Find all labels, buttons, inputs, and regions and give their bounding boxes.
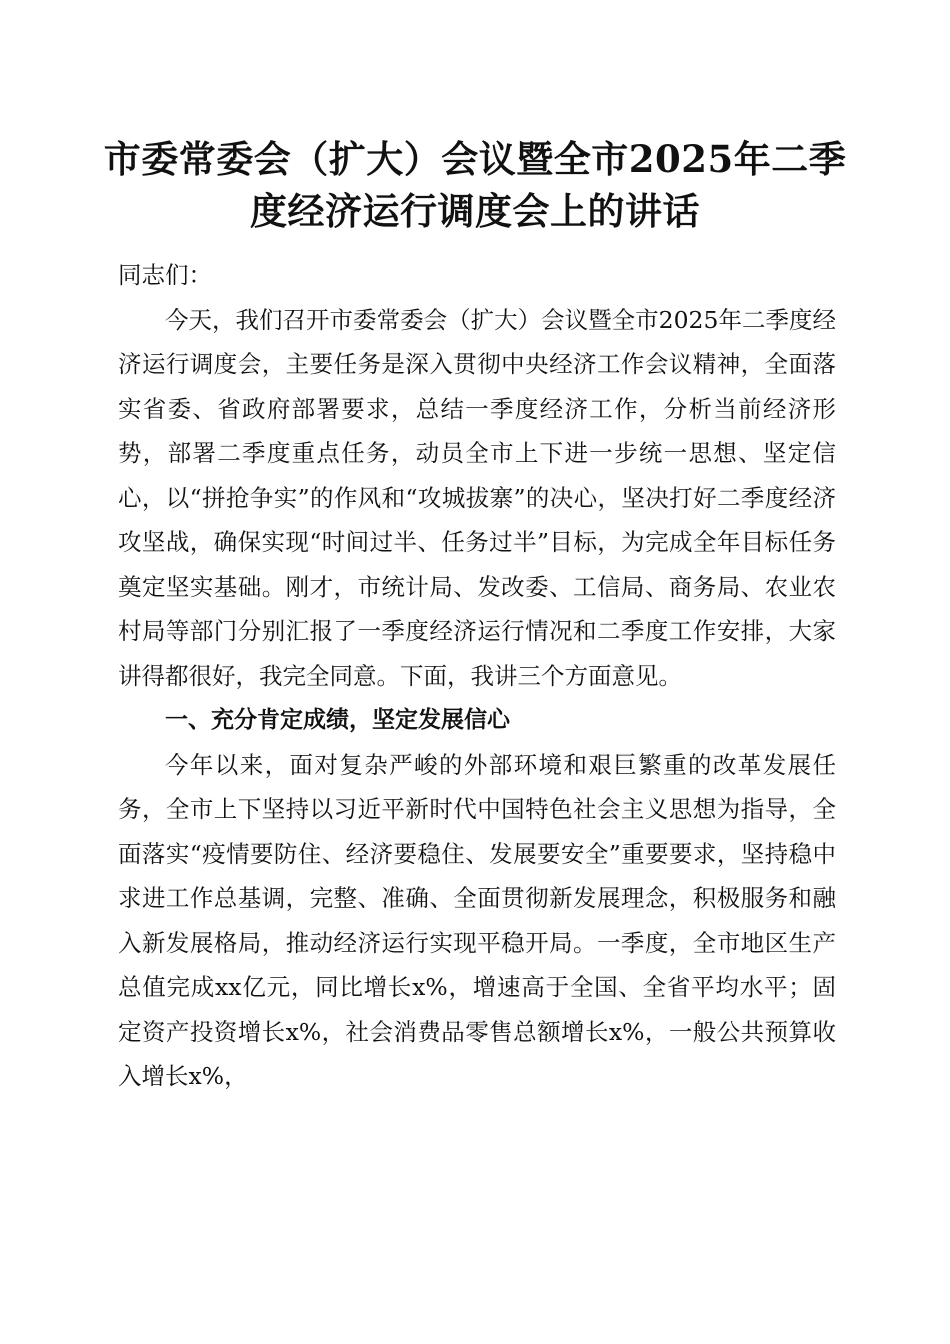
document-title xyxy=(100,133,850,237)
opening-paragraph: 今天，我们召开市委常委会（扩大）会议暨全市2025年二季度经济运行调度会，主要任务是深入贯彻中央经济工作会议精神，全面落实省委、省政府部署要求，总结一季度经济工作，分析当前经济形势，部署二季度重点任务，动员全市上下进一步统一思想、坚定信心，以“拼抢争实”的作风和“攻城拔寨”的决心，坚决打好二季度经济攻坚战，确保实现“时间过半、任务过半”目标，为完成全年目标任务奠定坚实基础。刚才，市统计局、发改委、工信局、商务局、农业农村局等部门分别汇报了一季度经济运行情况和二季度工作安排，大家讲得都很好，我完全同意。下面，我讲三个方面意见。 xyxy=(118,305,836,690)
title-line-2: 度经济运行调度会上的讲话 xyxy=(250,189,700,233)
section-paragraph: 今年以来，面对复杂严峻的外部环境和艰巨繁重的改革发展任务，全市上下坚持以习近平新时代中国特色社会主义思想为指导，全面落实“疫情要防住、经济要稳住、发展要安全”重要要求，坚持稳中求进工作总基调，完整、准确、全面贯彻新发展理念，积极服务和融入新发展格局，推动经济运行实现平稳开局。一季度，全市地区生产总值完成xx亿元，同比增长x%，增速高于全国、全省平均水平；固定资产投资增长x%，社会消费品零售总额增长x%，一般公共预算收入增长x%， xyxy=(118,750,836,1090)
title-line-1: 市委常委会（扩大）会议暨全市2025年二季 xyxy=(103,137,847,181)
section-heading: 一、充分肯定成绩，坚定发展信心 xyxy=(165,707,510,733)
salutation: 同志们： xyxy=(118,261,212,289)
document-body xyxy=(118,253,836,1099)
